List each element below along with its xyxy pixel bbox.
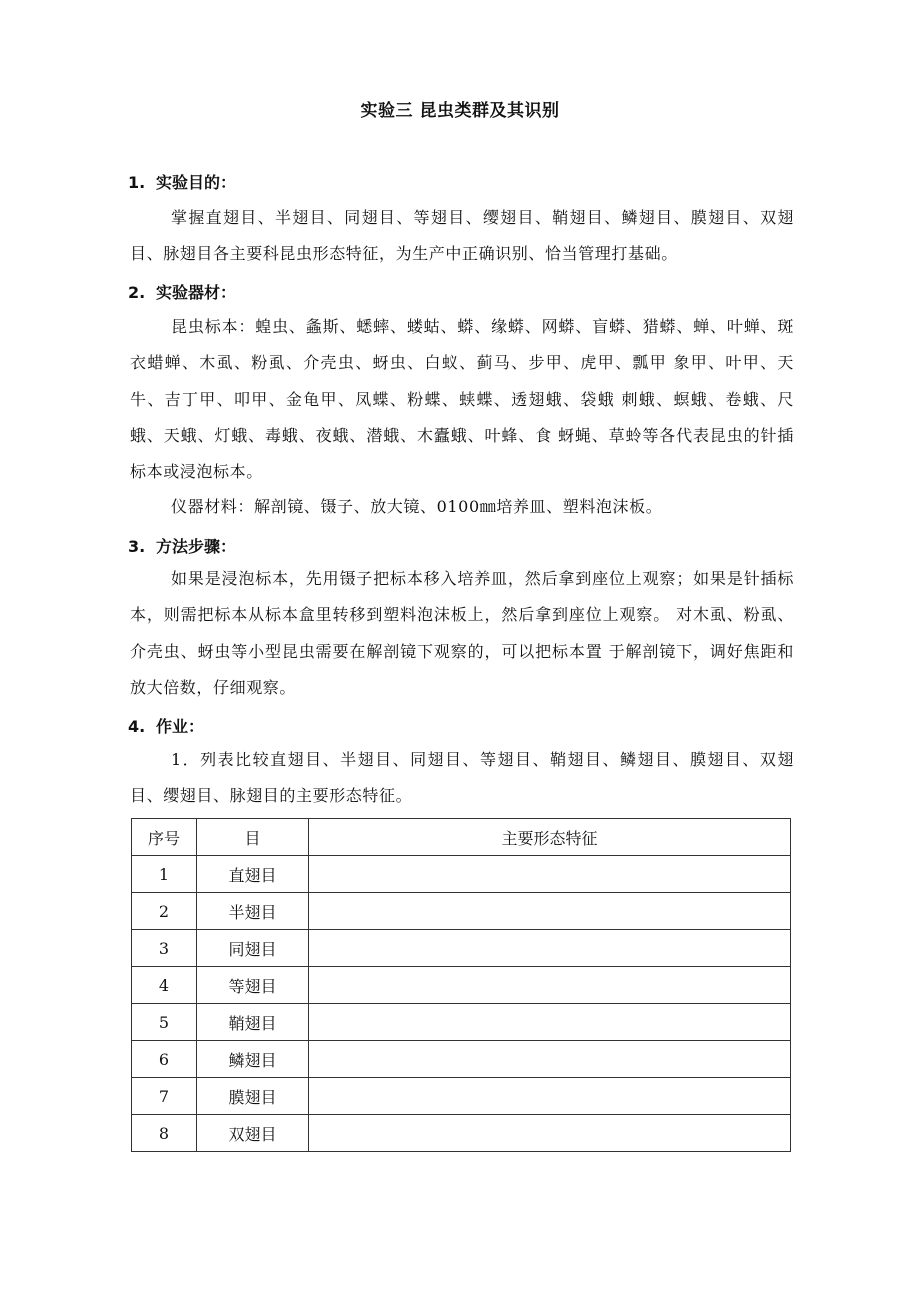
table-row bbox=[132, 1004, 791, 1041]
section-4-paragraph: 1．列表比较直翅目、半翅目、同翅目、等翅目、鞘翅目、鳞翅目、膜翅目、双翅目、缨翅目、脉翅目的主要形态特征。 bbox=[130, 750, 794, 806]
section-title: 作业： bbox=[156, 717, 205, 736]
section-3-paragraph: 如果是浸泡标本，先用镊子把标本移入培养皿，然后拿到座位上观察；如果是针插标本，则需把标本从标本盒里转移到塑料泡沫板上，然后拿到座位上观察。 对木虱、粉虱、介壳虫、蚜虫等小型昆虫需要在解剖镜下观察的，可以把标本置 于解剖镜下，调好焦距和放大倍数，仔细观察。 bbox=[130, 569, 794, 697]
row-order: 鳞翅目 bbox=[197, 1041, 309, 1078]
header-order: 目 bbox=[197, 819, 309, 856]
row-index: 7 bbox=[132, 1078, 197, 1115]
section-2-heading bbox=[128, 280, 236, 303]
row-feature-cell[interactable] bbox=[309, 930, 791, 967]
row-feature-cell[interactable] bbox=[309, 856, 791, 893]
row-order: 鞘翅目 bbox=[197, 1004, 309, 1041]
section-title: 实验器材： bbox=[156, 283, 237, 302]
page-title: 实验三 昆虫类群及其识别 bbox=[360, 101, 560, 121]
section-number: 2. bbox=[128, 283, 146, 302]
row-index: 1 bbox=[132, 856, 197, 893]
table-row bbox=[132, 1078, 791, 1115]
section-2-specimens: 昆虫标本：蝗虫、螽斯、蟋蟀、蝼蛄、蟒、缘蟒、网蟒、盲蟒、猎蟒、蝉、叶蝉、斑衣蜡蝉、木虱、粉虱、介壳虫、蚜虫、白蚁、蓟马、步甲、虎甲、瓢甲 象甲、叶甲、天牛、吉丁甲、叩甲、金龟甲、凤蝶、粉蝶、蛱蝶、透翅蛾、袋蛾 刺蛾、螟蛾、卷蛾、尺蛾、天蛾、灯蛾、毒蛾、夜蛾、潜蛾、木蠹蛾、叶蜂、食 蚜蝇、草蛉等各代表昆虫的针插标本或浸泡标本。 bbox=[130, 317, 794, 482]
table-row bbox=[132, 893, 791, 930]
features-table bbox=[131, 818, 791, 1152]
row-order: 等翅目 bbox=[197, 967, 309, 1004]
table-row bbox=[132, 1115, 791, 1152]
row-index: 3 bbox=[132, 930, 197, 967]
row-order: 半翅目 bbox=[197, 893, 309, 930]
section-number: 3. bbox=[128, 537, 146, 556]
header-feature: 主要形态特征 bbox=[309, 819, 791, 856]
section-4-heading bbox=[128, 714, 204, 737]
row-order: 同翅目 bbox=[197, 930, 309, 967]
table-header-row bbox=[132, 819, 791, 856]
section-number: 4. bbox=[128, 717, 146, 736]
header-index: 序号 bbox=[132, 819, 197, 856]
row-order: 直翅目 bbox=[197, 856, 309, 893]
table-row bbox=[132, 930, 791, 967]
table-row bbox=[132, 967, 791, 1004]
section-2-instruments: 仪器材料：解剖镜、镊子、放大镜、0100㎜培养皿、塑料泡沫板。 bbox=[171, 497, 663, 516]
table-row bbox=[132, 1041, 791, 1078]
row-index: 8 bbox=[132, 1115, 197, 1152]
row-index: 2 bbox=[132, 893, 197, 930]
row-order: 双翅目 bbox=[197, 1115, 309, 1152]
section-number: 1. bbox=[128, 173, 146, 192]
row-feature-cell[interactable] bbox=[309, 1078, 791, 1115]
row-index: 4 bbox=[132, 967, 197, 1004]
row-index: 5 bbox=[132, 1004, 197, 1041]
section-3-heading bbox=[128, 534, 236, 557]
row-feature-cell[interactable] bbox=[309, 967, 791, 1004]
row-feature-cell[interactable] bbox=[309, 1004, 791, 1041]
section-1-paragraph: 掌握直翅目、半翅目、同翅目、等翅目、缨翅目、鞘翅目、鳞翅目、膜翅目、双翅目、脉翅目各主要科昆虫形态特征，为生产中正确识别、恰当管理打基础。 bbox=[130, 208, 794, 264]
table-row bbox=[132, 856, 791, 893]
row-order: 膜翅目 bbox=[197, 1078, 309, 1115]
section-1-heading bbox=[128, 170, 236, 193]
row-feature-cell[interactable] bbox=[309, 893, 791, 930]
row-index: 6 bbox=[132, 1041, 197, 1078]
section-title: 方法步骤： bbox=[156, 537, 237, 556]
section-title: 实验目的： bbox=[156, 173, 237, 192]
row-feature-cell[interactable] bbox=[309, 1041, 791, 1078]
row-feature-cell[interactable] bbox=[309, 1115, 791, 1152]
